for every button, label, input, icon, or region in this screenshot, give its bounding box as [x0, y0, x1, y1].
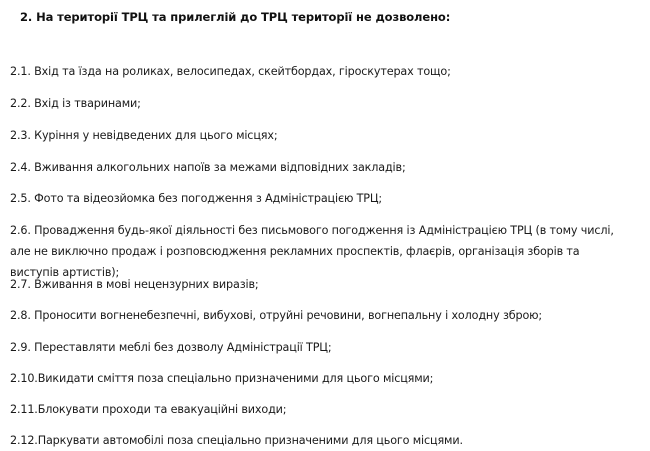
rule-item-2-9: 2.9. Переставляти меблі без дозволу Адміністрації ТРЦ; [10, 341, 332, 354]
rule-item-2-11: 2.11.Блокувати проходи та евакуаційні виходи; [10, 403, 287, 416]
rule-item-2-4: 2.4. Вживання алкогольних напоїв за межами відповідних закладів; [10, 161, 406, 174]
rule-item-2-1: 2.1. Вхід та їзда на роликах, велосипедах, скейтбордах, гіроскутерах тощо; [10, 65, 451, 78]
rule-item-2-7: 2.7. Вживання в мові нецензурних виразів; [10, 278, 259, 291]
rule-item-2-10: 2.10.Викидати сміття поза спеціально призначеними для цього місцями; [10, 372, 434, 385]
rule-item-2-6: 2.6. Провадження будь-якої діяльності без письмового погодження із Адміністрацією ТРЦ (в тому числі, але не виключно продаж і розповсюдження рекламних проспектів, флаєрів, організація зборів та виступів артистів); [10, 224, 614, 279]
rule-item-2-2: 2.2. Вхід із тваринами; [10, 97, 141, 110]
rule-item-2-3: 2.3. Куріння у невідведених для цього місцях; [10, 129, 278, 142]
section-heading: 2. На території ТРЦ та прилеглій до ТРЦ території не дозволено: [20, 10, 451, 24]
rule-item-2-5: 2.5. Фото та відеозйомка без погодження з Адміністрацією ТРЦ; [10, 192, 383, 205]
rule-item-2-8: 2.8. Проносити вогненебезпечні, вибухові, отруйні речовини, вогнепальну і холодну зброю; [10, 309, 543, 322]
rule-item-2-12: 2.12.Паркувати автомобілі поза спеціально призначеними для цього місцями. [10, 434, 463, 447]
